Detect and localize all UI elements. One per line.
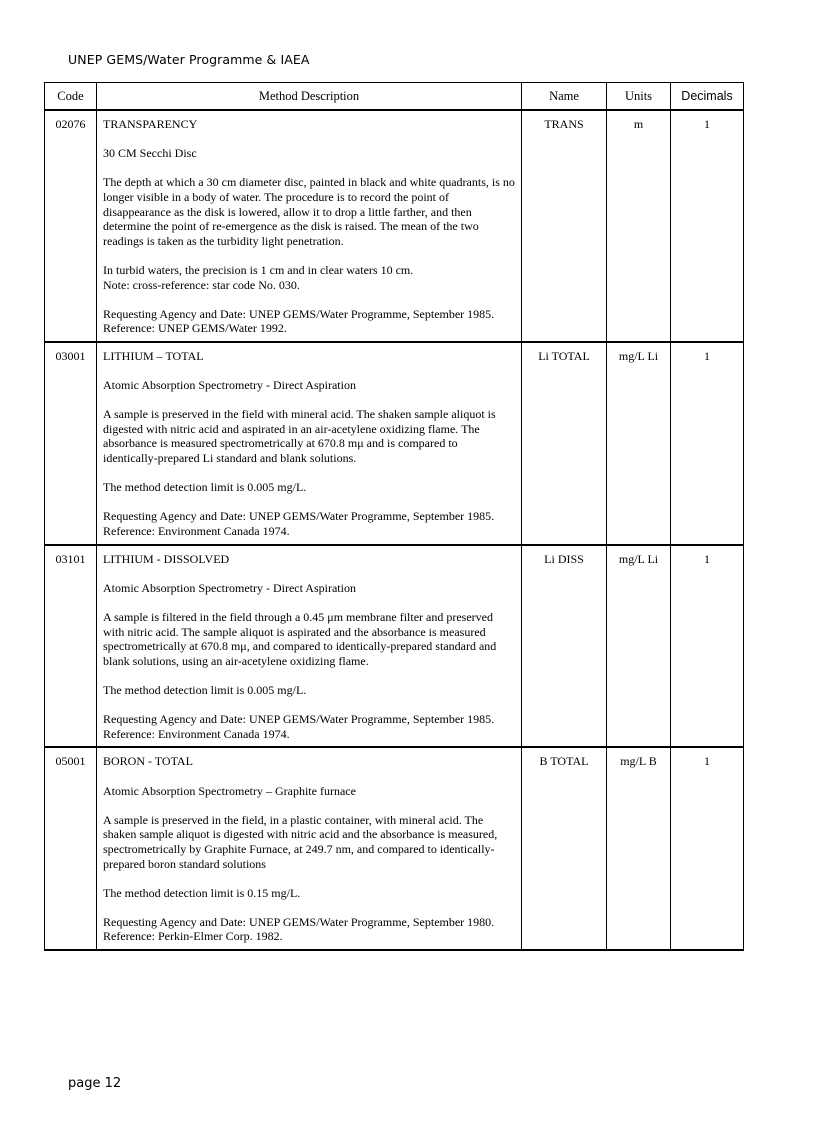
parameter-title: BORON - TOTAL	[103, 754, 193, 769]
column-header-description: Method Description	[97, 83, 522, 111]
method-note: The method detection limit is 0.005 mg/L.	[103, 480, 307, 495]
row-decimals: 1	[671, 342, 744, 545]
method-name: Atomic Absorption Spectrometry - Direct Aspiration	[103, 378, 356, 393]
method-procedure: A sample is preserved in the field, in a plastic container, with mineral acid. The shaken sample aliquot is digested with nitric acid and the absorbance is measured, spectrometrically by Graphite Furnace, at 249.7 nm, and compared to identically-prepared boron standard solutions	[103, 812, 498, 871]
row-units: mg/L B	[607, 747, 671, 950]
row-code: 03101	[45, 545, 97, 748]
method-notes	[103, 886, 515, 901]
method-notes	[103, 480, 515, 495]
method-source	[103, 307, 515, 336]
method-procedure: A sample is preserved in the field with mineral acid. The shaken sample aliquot is digested with nitric acid and aspirated in an air-acetylene oxidizing flame. The absorbance is measured spectrometrically at 670.8 mμ and is compared to identically-prepared Li standard and blank solutions.	[103, 407, 496, 466]
row-description	[97, 110, 522, 342]
parameter-title: LITHIUM – TOTAL	[103, 348, 204, 363]
requesting-agency: Requesting Agency and Date: UNEP GEMS/Water Programme, September 1980.	[103, 914, 495, 929]
method-source	[103, 509, 515, 538]
row-description	[97, 342, 522, 545]
column-header-code: Code	[45, 83, 97, 111]
document-header: UNEP GEMS/Water Programme & IAEA	[68, 52, 310, 67]
table-header-row	[45, 83, 744, 111]
methods-table	[44, 82, 744, 951]
row-code: 03001	[45, 342, 97, 545]
row-decimals: 1	[671, 747, 744, 950]
column-header-decimals: Decimals	[671, 83, 744, 111]
row-code: 02076	[45, 110, 97, 342]
method-name: Atomic Absorption Spectrometry - Direct Aspiration	[103, 580, 356, 595]
requesting-agency: Requesting Agency and Date: UNEP GEMS/Water Programme, September 1985.	[103, 509, 495, 524]
row-description	[97, 747, 522, 950]
method-notes	[103, 263, 515, 292]
table-row	[45, 545, 744, 748]
method-note: In turbid waters, the precision is 1 cm and in clear waters 10 cm.	[103, 262, 414, 277]
row-units: m	[607, 110, 671, 342]
row-name: B TOTAL	[522, 747, 607, 950]
row-units: mg/L Li	[607, 342, 671, 545]
reference: Reference: Environment Canada 1974.	[103, 524, 290, 539]
table-row	[45, 110, 744, 342]
method-note: The method detection limit is 0.005 mg/L.	[103, 682, 307, 697]
row-units: mg/L Li	[607, 545, 671, 748]
parameter-title: TRANSPARENCY	[103, 117, 198, 131]
row-decimals: 1	[671, 110, 744, 342]
row-name: TRANS	[522, 110, 607, 342]
method-name: Atomic Absorption Spectrometry – Graphite furnace	[103, 783, 356, 798]
page-number: page 12	[68, 1076, 122, 1091]
method-procedure: A sample is filtered in the field through a 0.45 μm membrane filter and preserved with nitric acid. The sample aliquot is aspirated and the absorbance is measured spectrometrically at 670.8 mμ, and compared to identically-prepared standard and blank solutions, using an air-acetylene oxidizing flame.	[103, 610, 497, 668]
column-header-name: Name	[522, 83, 607, 111]
column-header-units: Units	[607, 83, 671, 111]
table-row	[45, 747, 744, 950]
method-note: The method detection limit is 0.15 mg/L.	[103, 885, 301, 900]
row-name: Li TOTAL	[522, 342, 607, 545]
parameter-title: LITHIUM - DISSOLVED	[103, 551, 230, 566]
requesting-agency: Requesting Agency and Date: UNEP GEMS/Water Programme, September 1985.	[103, 712, 495, 727]
table-row	[45, 342, 744, 545]
method-notes	[103, 683, 515, 698]
requesting-agency: Requesting Agency and Date: UNEP GEMS/Water Programme, September 1985.	[103, 306, 495, 321]
reference: Reference: Perkin-Elmer Corp. 1982.	[103, 929, 283, 944]
row-name: Li DISS	[522, 545, 607, 748]
method-note: Note: cross-reference: star code No. 030.	[103, 277, 300, 292]
method-source	[103, 712, 515, 741]
row-description	[97, 545, 522, 748]
reference: Reference: UNEP GEMS/Water 1992.	[103, 321, 287, 336]
row-code: 05001	[45, 747, 97, 950]
method-name: 30 CM Secchi Disc	[103, 146, 197, 161]
reference: Reference: Environment Canada 1974.	[103, 726, 290, 741]
row-decimals: 1	[671, 545, 744, 748]
method-source	[103, 915, 515, 944]
method-procedure: The depth at which a 30 cm diameter disc, painted in black and white quadrants, is no longer visible in a body of water. The procedure is to record the point of disappearance as the disk is lowered, allow it to drop a little farther, and then determine the point of re-emergence as the disk is raised. The mean of the two readings is taken as the turbidity light penetration.	[103, 175, 515, 248]
